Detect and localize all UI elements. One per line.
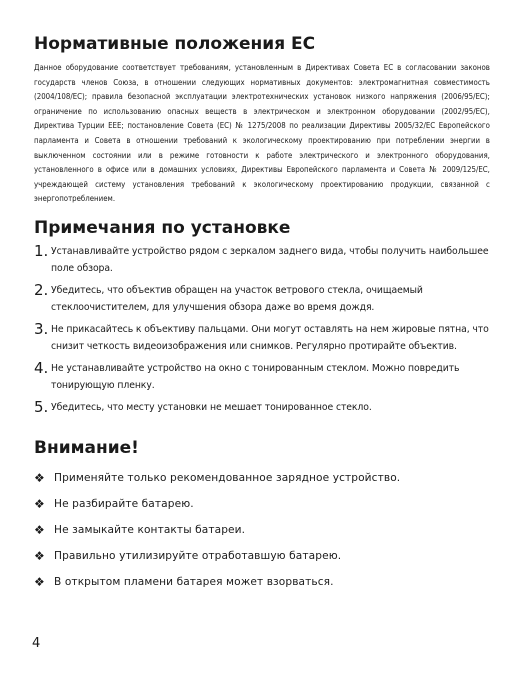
diamond-bullet-icon: ❖ [34, 548, 45, 563]
diamond-bullet-icon: ❖ [34, 574, 45, 589]
list-item [34, 243, 490, 277]
list-item-text: Применяйте только рекомендованное зарядное устройство. [54, 471, 401, 484]
list-item [34, 574, 490, 590]
warning-list [34, 470, 490, 590]
manual-page [34, 34, 490, 600]
list-item-text: Не устанавливайте устройство на окно с тонированным стеклом. Можно повредить тонирующую пленку. [51, 362, 460, 391]
warning-section-title: Внимание! [34, 437, 139, 458]
list-number: 5. [34, 397, 49, 416]
list-item [34, 321, 490, 355]
list-item-text: Устанавливайте устройство рядом с зеркалом заднего вида, чтобы получить наибольшее поле обзора. [51, 245, 489, 274]
ec-section-title: Нормативные положения ЕС [34, 34, 316, 54]
list-item-text: Не разбирайте батарею. [54, 497, 194, 510]
list-item [34, 522, 490, 538]
list-item-text: В открытом пламени батарея может взорваться. [54, 575, 334, 588]
diamond-bullet-icon: ❖ [34, 470, 45, 485]
list-item-text: Убедитесь, что объектив обращен на участок ветрового стекла, очищаемый стеклоочистителем, для улучшения обзора даже во время дождя. [51, 284, 423, 313]
list-number: 3. [34, 319, 49, 338]
list-item-text: Не замыкайте контакты батареи. [54, 523, 246, 536]
page-number: 4 [32, 636, 41, 651]
list-item [34, 470, 490, 486]
list-item [34, 399, 490, 416]
diamond-bullet-icon: ❖ [34, 496, 45, 511]
list-number: 4. [34, 358, 49, 377]
diamond-bullet-icon: ❖ [34, 522, 45, 537]
install-section-title: Примечания по установке [34, 217, 291, 238]
list-item-text: Убедитесь, что месту установки не мешает тонированное стекло. [51, 401, 372, 413]
list-item-text: Правильно утилизируйте отработавшую батарею. [54, 549, 342, 562]
list-item [34, 548, 490, 564]
list-number: 1. [34, 241, 49, 260]
install-notes-list [34, 243, 490, 416]
list-number: 2. [34, 280, 49, 299]
list-item [34, 282, 490, 316]
list-item [34, 496, 490, 512]
list-item [34, 360, 490, 394]
ec-section-text: Данное оборудование соответствует требованиям, установленным в Директивах Совета ЕС в согласовании законов государств членов Союза, в отношении следующих нормативных документов: электромагнитная совместимость (2004/108/EC); правила безопасной эксплуатации электротехнических установок низкого напряжения (2006/95/EC); ограничение по использованию опасных веществ в электрическом и электронном оборудовании (2002/95/EC), Директива Турции EEE; постановление Совета (ЕС) № 1275/2008 по реализации Директивы 2005/32/EC Европейского парламента и Совета в отношении требований к экологическому проектированию при потреблении энергии в выключенном состоянии или в режиме готовности к работе электрического и электронного оборудования, установленного в офисе или в домашних условиях, Директивы Европейского парламента и Совета № 2009/125/EC, учреждающей систему установления требований к экологическому проектированию продукции, связанной с энергопотреблением. [34, 62, 490, 204]
list-item-text: Не прикасайтесь к объективу пальцами. Они могут оставлять на нем жировые пятна, что снизит четкость видеоизображения или снимков. Регулярно протирайте объектив. [51, 323, 489, 352]
